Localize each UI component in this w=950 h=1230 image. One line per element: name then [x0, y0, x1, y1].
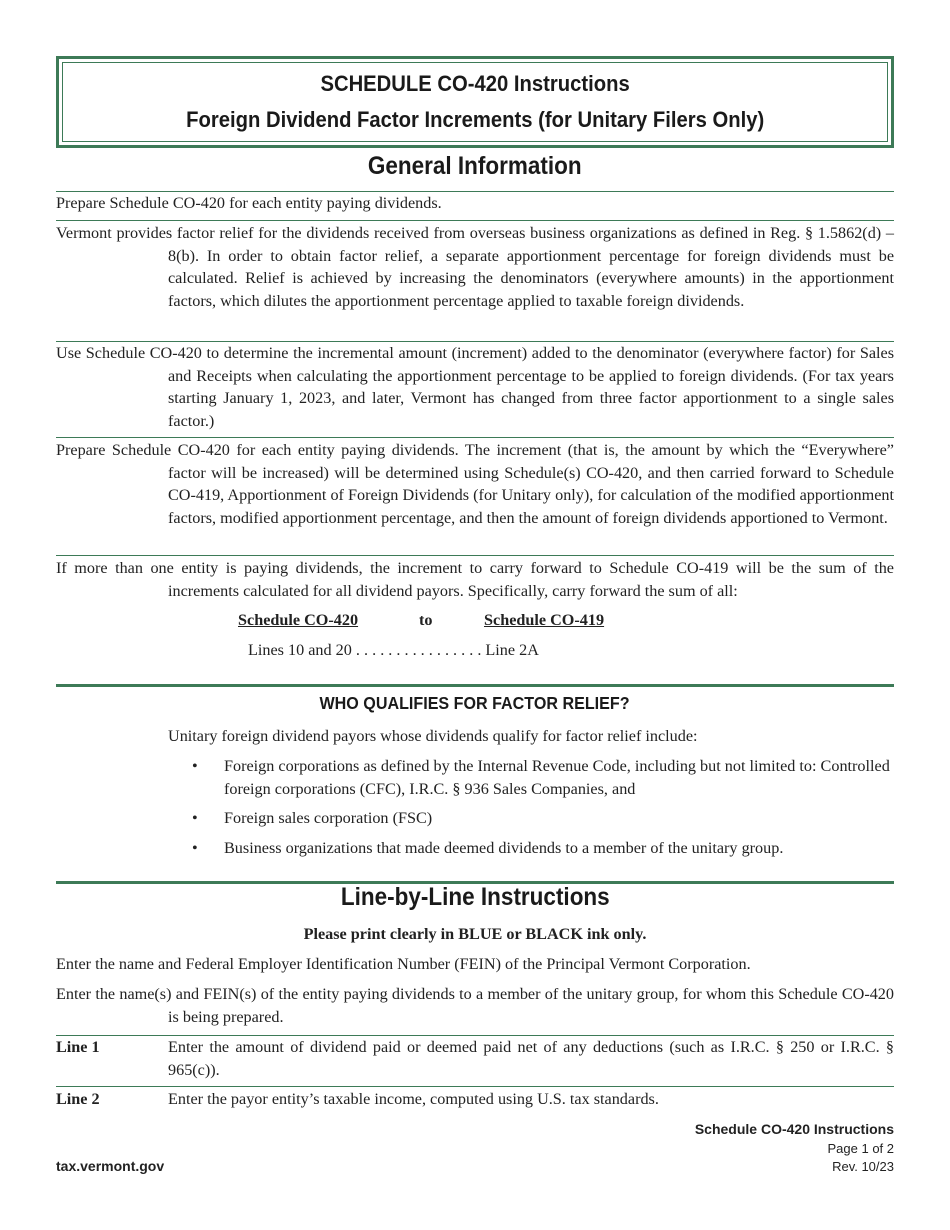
- footer-revision: Rev. 10/23: [832, 1159, 894, 1174]
- list-item-text: Business organizations that made deemed dividends to a member of the unitary group.: [224, 839, 784, 857]
- divider: [56, 555, 894, 556]
- footer-website: tax.vermont.gov: [56, 1158, 165, 1174]
- line-label: Line 2: [56, 1090, 100, 1108]
- qualifies-intro: Unitary foreign dividend payors whose dividends qualify for factor relief include:: [168, 727, 698, 745]
- line-instruction-row: [56, 1088, 894, 1111]
- list-item: [192, 837, 894, 860]
- title-box: [56, 56, 894, 148]
- title-box-inner: [62, 62, 888, 142]
- bullet-icon: •: [192, 839, 198, 857]
- document-title: SCHEDULE CO-420 Instructions: [320, 71, 630, 96]
- list-item-text: Foreign corporations as defined by the Internal Revenue Code, including but not limited to: Controlled foreign corporations (CFC), I.R.C. § 936 Sales Companies, and: [224, 757, 890, 798]
- general-info-heading: General Information: [368, 152, 582, 180]
- footer-page-number: Page 1 of 2: [827, 1141, 894, 1156]
- bullet-icon: •: [192, 809, 198, 827]
- instruction-paragraph: Enter the name and Federal Employer Identification Number (FEIN) of the Principal Vermont Corporation.: [56, 955, 751, 973]
- carry-table-leader: . . . . . . . . . . . . . . . .: [351, 641, 486, 659]
- qualifies-heading: WHO QUALIFIES FOR FACTOR RELIEF?: [319, 693, 631, 713]
- line-text: Enter the payor entity’s taxable income, computed using U.S. tax standards.: [168, 1090, 659, 1108]
- ink-note: Please print clearly in BLUE or BLACK ink only.: [303, 925, 647, 943]
- bullet-icon: •: [192, 757, 198, 775]
- general-info-paragraph: Prepare Schedule CO-420 for each entity paying dividends.: [56, 194, 442, 212]
- divider: [56, 220, 894, 221]
- section-divider: [56, 684, 894, 687]
- carry-table-col-right: Schedule CO-419: [484, 611, 605, 629]
- list-item: [192, 807, 894, 830]
- line-instruction-row: [56, 1036, 894, 1081]
- carry-table-col-mid: to: [419, 611, 433, 629]
- general-info-paragraph: Prepare Schedule CO-420 for each entity paying dividends. The increment (that is, the amount by which the “Everywhere” factor will be increased) will be determined using Schedule(s) CO-420, and then carried forward to Schedule CO-419, Apportionment of Foreign Dividends (for Unitary only), for calculation of the modified apportionment factors, modified apportionment percentage, and then the amount of foreign dividends apportioned to Vermont.: [56, 441, 894, 527]
- general-info-paragraph: Vermont provides factor relief for the dividends received from overseas business organizations as defined in Reg. § 1.5862(d) – 8(b). In order to obtain factor relief, a separate apportionment percentage for foreign dividends must be calculated. Relief is achieved by increasing the denominators (everywhere amounts) in the apportionment factors, which dilutes the apportionment percentage applied to taxable foreign dividends.: [56, 224, 894, 310]
- footer-form-name: Schedule CO-420 Instructions: [694, 1121, 894, 1137]
- divider: [56, 437, 894, 438]
- document-subtitle: Foreign Dividend Factor Increments (for Unitary Filers Only): [185, 107, 765, 132]
- line-by-line-heading: Line-by-Line Instructions: [340, 883, 610, 911]
- line-label: Line 1: [56, 1038, 100, 1056]
- line-text: Enter the amount of dividend paid or deemed paid net of any deductions (such as I.R.C. § 250 or I.R.C. § 965(c)).: [168, 1038, 894, 1079]
- list-item-text: Foreign sales corporation (FSC): [224, 809, 433, 827]
- general-info-paragraph: Use Schedule CO-420 to determine the incremental amount (increment) added to the denominator (everywhere factor) for Sales and Receipts when calculating the apportionment percentage to be applied to foreign dividends. (For tax years starting January 1, 2023, and later, Vermont has changed from three factor apportionment to a single sales factor.): [56, 344, 894, 430]
- carry-table-row-left: Lines 10 and 20: [248, 641, 352, 659]
- instruction-paragraph: Enter the name(s) and FEIN(s) of the entity paying dividends to a member of the unitary group, for whom this Schedule CO-420 is being prepared.: [56, 985, 894, 1026]
- carry-table-col-left: Schedule CO-420: [238, 611, 359, 629]
- carry-table-row-right: Line 2A: [485, 641, 539, 659]
- carry-table-row: [248, 641, 539, 660]
- general-info-paragraph: If more than one entity is paying dividends, the increment to carry forward to Schedule CO-419 will be the sum of the increments calculated for all dividend payors. Specifically, carry forward the sum of all:: [56, 559, 894, 600]
- list-item: [192, 755, 894, 800]
- divider: [56, 1086, 894, 1087]
